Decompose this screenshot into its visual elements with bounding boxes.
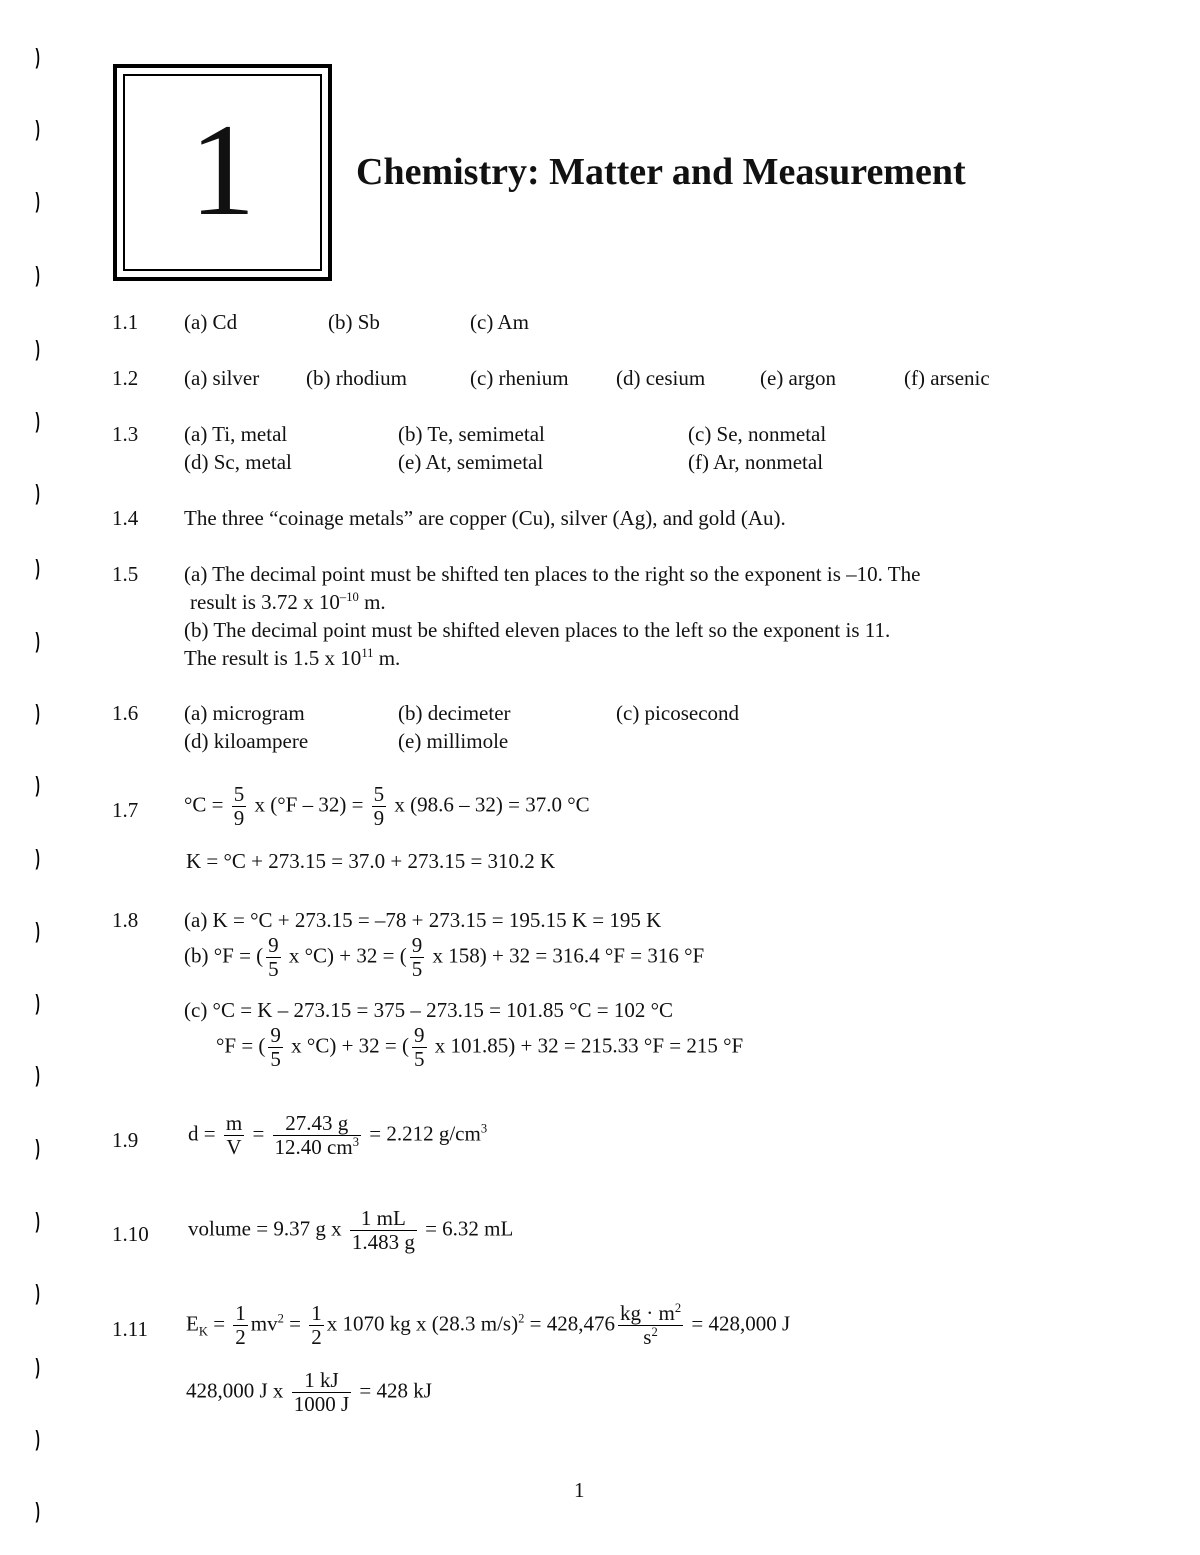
fraction-denominator: 1.483 g — [351, 1230, 415, 1255]
page-number: 1 — [574, 1478, 585, 1502]
eq-text: °C = — [184, 792, 224, 817]
fraction-denominator: 2 — [311, 1325, 322, 1350]
subscript: K — [198, 1324, 208, 1339]
fraction — [412, 1024, 427, 1071]
fraction — [350, 1207, 417, 1254]
equation-line-2 — [186, 1369, 432, 1416]
fraction — [372, 783, 387, 830]
equation-line-1 — [184, 783, 590, 830]
exponent: 2 — [674, 1301, 682, 1315]
fraction-numerator — [618, 1302, 683, 1326]
answer-a: (a) microgram — [184, 701, 305, 725]
eq-text: = 428 kJ — [359, 1378, 432, 1403]
eq-text: (b) °F = ( — [184, 943, 264, 968]
fraction-denominator: 9 — [233, 806, 245, 831]
equation-line — [188, 1112, 487, 1159]
fraction-numerator: 9 — [270, 1023, 281, 1047]
answer-a: (a) Cd — [184, 310, 238, 334]
fraction — [232, 783, 247, 830]
exponent: 3 — [480, 1121, 488, 1136]
answer-a: (a) K = °C + 273.15 = –78 + 273.15 = 195.15 K = 195 K — [184, 908, 662, 932]
fraction-denominator: 5 — [270, 1047, 281, 1072]
equation-line — [188, 1207, 513, 1254]
eq-text: °F = ( — [216, 1033, 266, 1058]
fraction-denominator: V — [226, 1135, 242, 1160]
eq-text: x °C) + 32 = ( — [291, 1033, 409, 1058]
answer-b: (b) Te, semimetal — [398, 422, 545, 446]
answer-b: (b) rhodium — [306, 366, 407, 390]
fraction — [292, 1369, 351, 1416]
exponent: 2 — [518, 1311, 525, 1326]
eq-text: E — [186, 1311, 199, 1336]
answer-c-line-2 — [216, 1024, 743, 1071]
answer-a-line-2 — [190, 590, 386, 615]
eq-text: mv — [250, 1311, 278, 1336]
answer-f: (f) Ar, nonmetal — [688, 450, 824, 474]
answer-d: (d) Sc, metal — [184, 450, 292, 474]
fraction-numerator: m — [225, 1111, 243, 1135]
answer-b-line-1: (b) The decimal point must be shifted eleven places to the left so the exponent is 11. — [184, 618, 891, 642]
eq-text: = — [252, 1121, 265, 1146]
fraction — [273, 1112, 361, 1159]
problem-number: 1.10 — [112, 1222, 149, 1246]
eq-text: = 6.32 mL — [425, 1216, 514, 1241]
fraction-denominator: 2 — [235, 1325, 246, 1350]
eq-text: x 101.85) + 32 = 215.33 °F = 215 °F — [434, 1033, 744, 1058]
eq-text: d = — [188, 1121, 216, 1146]
answer-b — [184, 934, 704, 981]
answer-e: (e) At, semimetal — [398, 450, 544, 474]
eq-text: = 428,000 J — [691, 1311, 791, 1336]
eq-text: x (98.6 – 32) = 37.0 °C — [394, 792, 590, 817]
unit-fraction — [618, 1302, 683, 1349]
problem-number: 1.5 — [112, 562, 139, 586]
numerator-text: kg · m — [619, 1301, 675, 1325]
fraction — [266, 934, 281, 981]
fraction-denominator: 5 — [411, 957, 423, 982]
fraction-numerator: 1 — [311, 1301, 322, 1325]
fraction-denominator: 1000 J — [293, 1392, 350, 1417]
fraction-numerator: 9 — [268, 933, 279, 957]
eq-text: x °C) + 32 = ( — [288, 943, 407, 968]
fraction-denominator — [273, 1136, 361, 1159]
chapter-number-box — [113, 64, 332, 281]
answer-text: The three “coinage metals” are copper (Cu), silver (Ag), and gold (Au). — [184, 506, 786, 530]
answer-c: (c) picosecond — [616, 701, 740, 725]
problem-number: 1.4 — [112, 506, 139, 530]
fraction — [410, 934, 425, 981]
fraction-denominator: 9 — [373, 806, 385, 831]
fraction-numerator: 27.43 g — [273, 1112, 361, 1136]
exponent: 2 — [651, 1325, 658, 1340]
fraction-denominator: 5 — [414, 1047, 425, 1072]
answer-c: (c) °C = K – 273.15 = 375 – 273.15 = 101.85 °C = 102 °C — [184, 998, 674, 1022]
problem-number: 1.2 — [112, 366, 139, 390]
fraction-denominator: 5 — [268, 957, 279, 982]
answer-c: (c) Se, nonmetal — [688, 422, 827, 446]
answer-c: (c) Am — [470, 310, 529, 334]
problem-number: 1.9 — [112, 1128, 139, 1152]
fraction-numerator: 5 — [233, 782, 245, 806]
eq-text: = 428,476 — [529, 1311, 615, 1336]
problem-number: 1.7 — [112, 798, 139, 822]
eq-text: = 2.212 g/cm — [369, 1121, 481, 1146]
answer-a: (a) Ti, metal — [184, 422, 288, 446]
fraction-denominator — [618, 1326, 683, 1349]
fraction — [224, 1112, 244, 1159]
answer-a-line-1: (a) The decimal point must be shifted ten places to the right so the exponent is –10. The — [184, 562, 921, 586]
fraction-numerator: 9 — [414, 1023, 425, 1047]
exponent: 11 — [361, 646, 374, 660]
fraction-numerator: 1 kJ — [292, 1369, 351, 1393]
fraction-numerator: 1 mL — [350, 1207, 417, 1231]
eq-text: x (°F – 32) = — [254, 792, 364, 817]
chapter-number: 1 — [189, 96, 256, 243]
fraction-numerator: 5 — [373, 782, 385, 806]
answer-e: (e) argon — [760, 366, 836, 390]
fraction-numerator: 9 — [411, 933, 423, 957]
unit: m. — [358, 590, 386, 614]
answer-b: (b) Sb — [328, 310, 380, 334]
answer-b: (b) decimeter — [398, 701, 511, 725]
problem-number: 1.1 — [112, 310, 139, 334]
fraction-numerator: 1 — [235, 1301, 246, 1325]
eq-text: 428,000 J x — [186, 1378, 284, 1403]
problem-number: 1.3 — [112, 422, 139, 446]
denominator-text: 12.40 cm — [274, 1135, 353, 1160]
fraction — [233, 1302, 248, 1349]
answer-f: (f) arsenic — [904, 366, 990, 390]
answer-e: (e) millimole — [398, 729, 509, 753]
problem-number: 1.6 — [112, 701, 139, 725]
answer-a-text: result is 3.72 x 10 — [190, 590, 340, 614]
problem-number: 1.11 — [112, 1317, 148, 1341]
fraction — [309, 1302, 324, 1349]
unit: m. — [373, 646, 401, 670]
chapter-title: Chemistry: Matter and Measurement — [356, 151, 966, 193]
eq-text: x 158) + 32 = 316.4 °F = 316 °F — [432, 943, 705, 968]
equation-line-1: $E_K$ = $\frac{1}{2}$ $mv^2$ = $\frac{1}{2}$ x 1070 kg x (28.3 m/s)$^2$ = 428,476 $\frac{kg \cdot m^2}{s^2}$ = 428,000 J — [186, 1301, 791, 1350]
denominator-text: s — [643, 1325, 652, 1350]
answer-d: (d) kiloampere — [184, 729, 309, 753]
fraction — [268, 1024, 283, 1071]
eq-text: volume = 9.37 g x — [188, 1216, 342, 1241]
problem-number: 1.8 — [112, 908, 139, 932]
exponent: 3 — [352, 1135, 359, 1150]
exponent: 2 — [277, 1311, 284, 1326]
answer-a: (a) silver — [184, 366, 260, 390]
eq-text: x 1070 kg x (28.3 m/s) — [326, 1311, 519, 1336]
equation-line-2: K = °C + 273.15 = 37.0 + 273.15 = 310.2 K — [186, 849, 556, 873]
exponent: –10 — [339, 590, 359, 604]
answer-b-text: The result is 1.5 x 10 — [184, 646, 362, 670]
answer-d: (d) cesium — [616, 366, 706, 390]
answer-c: (c) rhenium — [470, 366, 569, 390]
answer-b-line-2 — [184, 646, 400, 671]
